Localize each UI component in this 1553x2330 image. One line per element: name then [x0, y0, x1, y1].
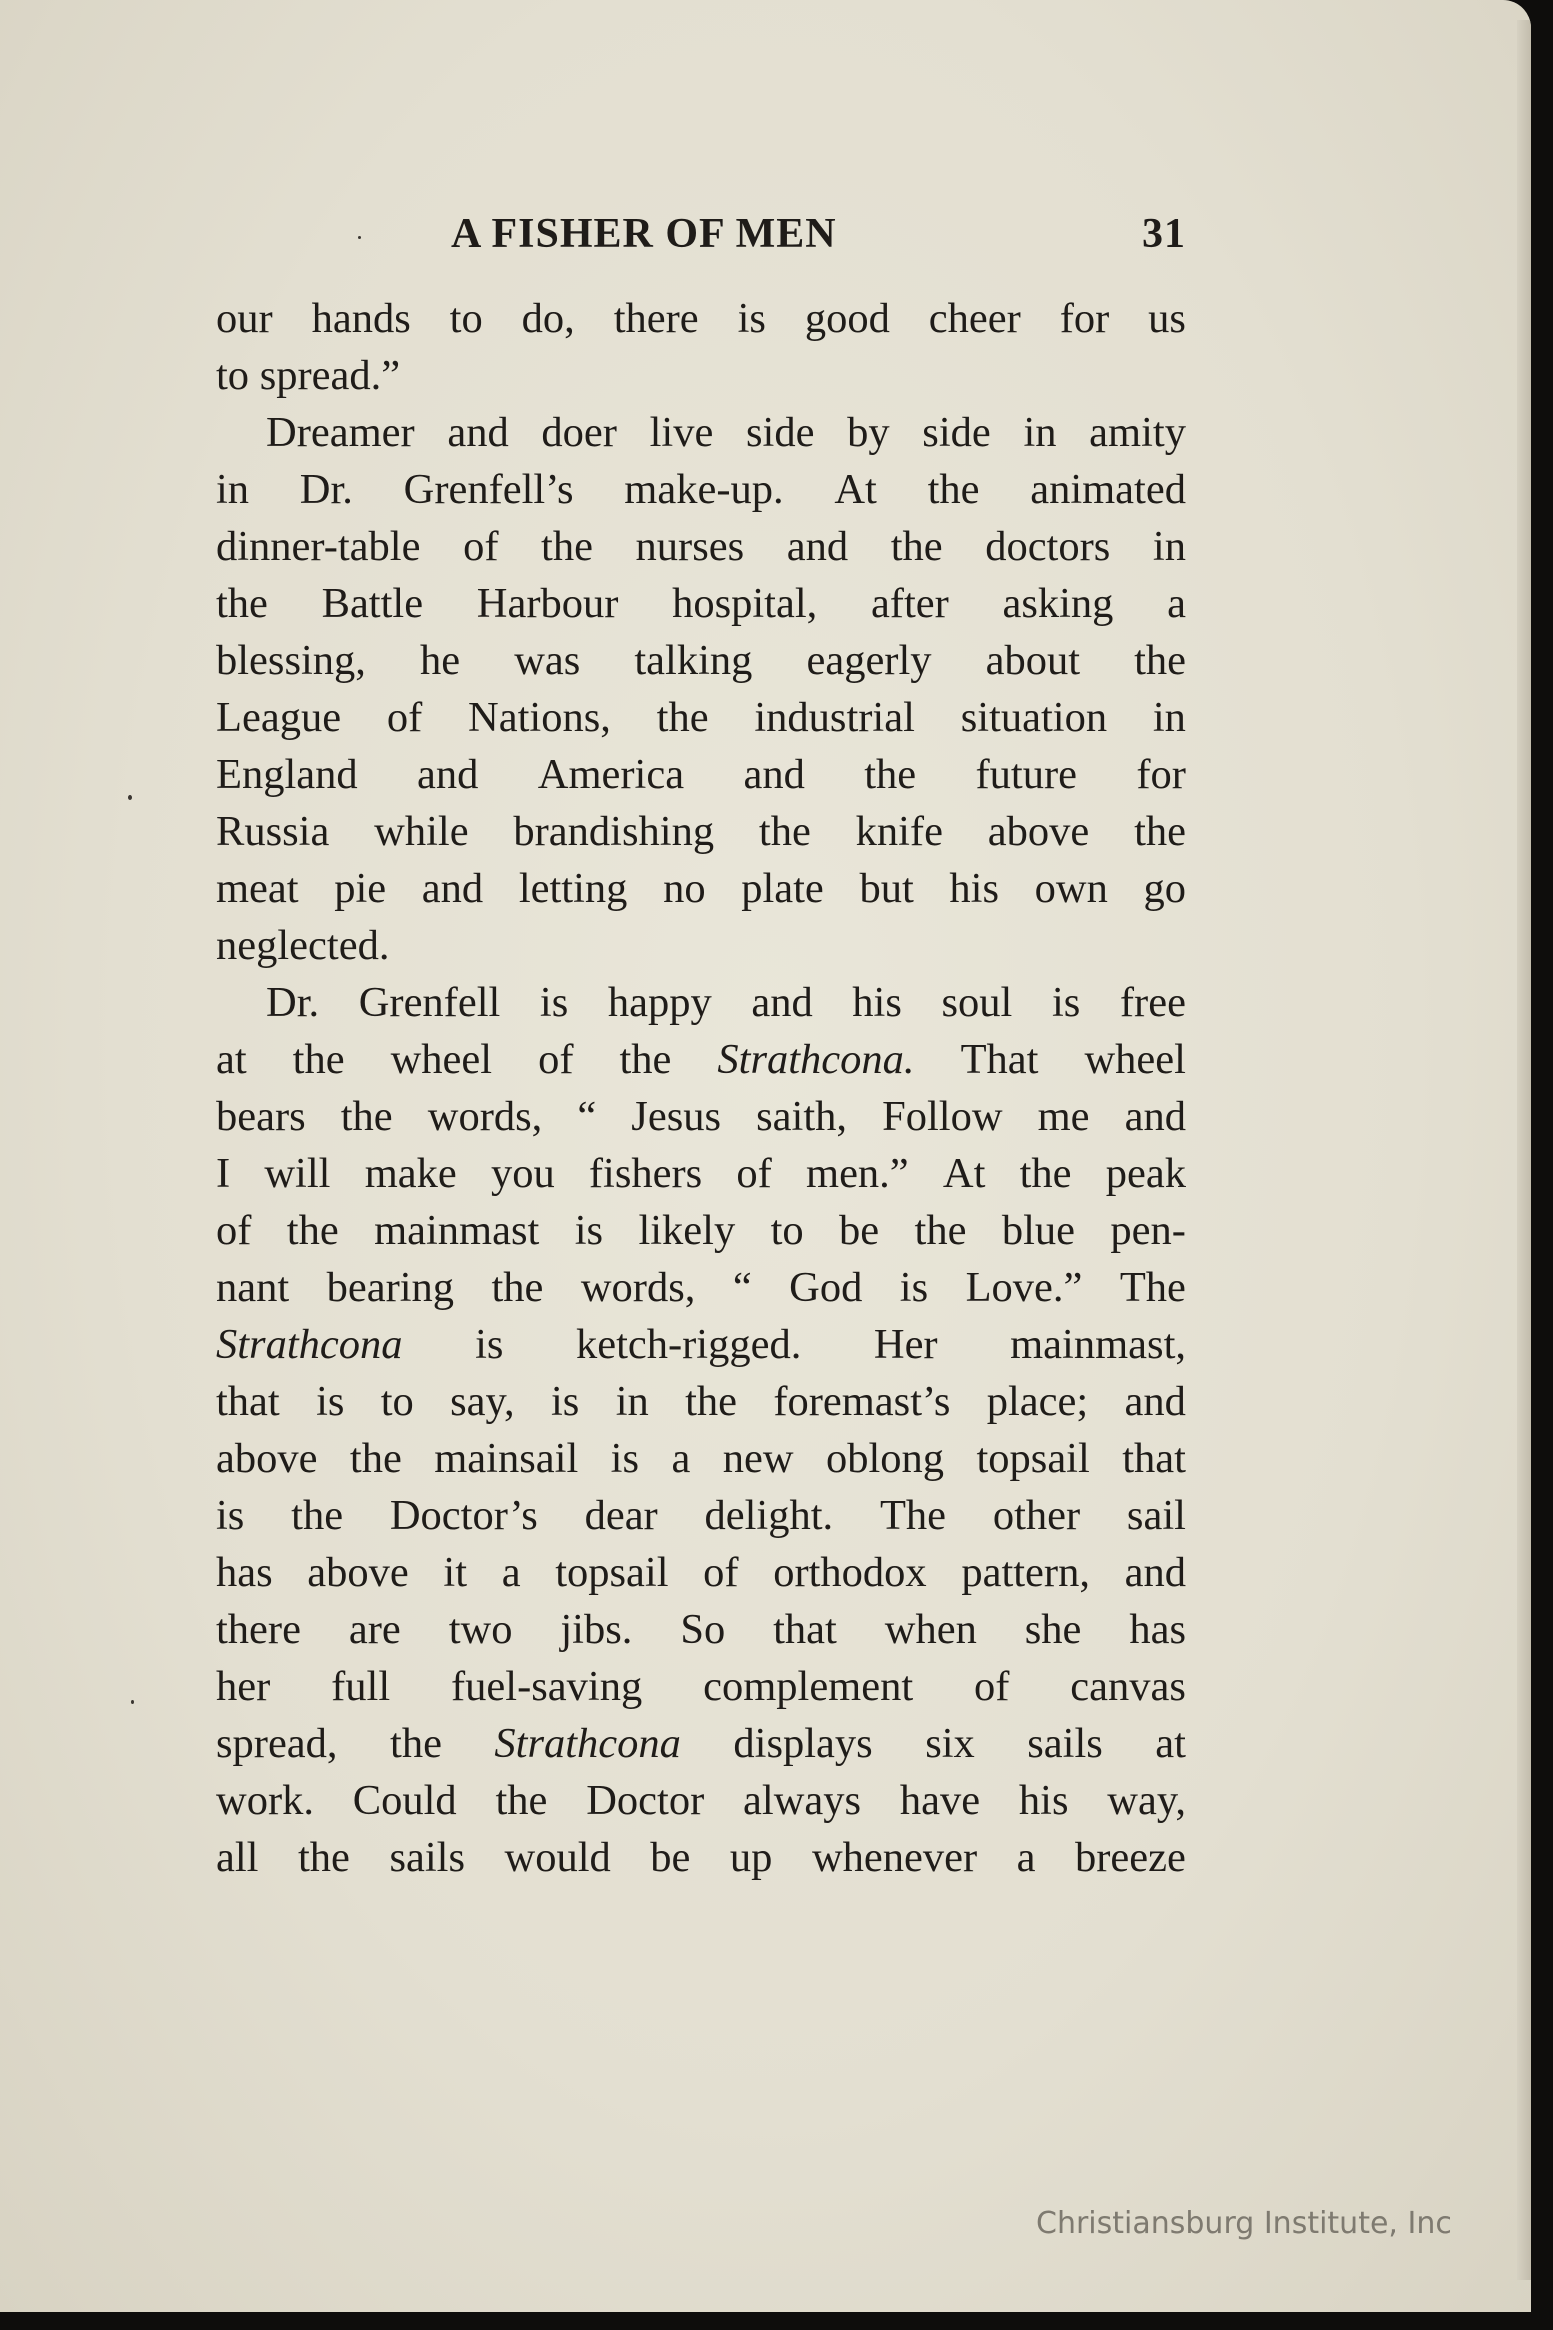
text-line: our hands to do, there is good cheer for us [216, 295, 1186, 342]
text-line: at the wheel of the Strathcona. That wheel [216, 1036, 1186, 1083]
text-line: bears the words, “ Jesus saith, Follow me and [216, 1093, 1186, 1140]
text-line: meat pie and letting no plate but his own go [216, 865, 1186, 912]
body-text [216, 290, 1186, 1886]
text-line: the Battle Harbour hospital, after asking a [216, 580, 1186, 627]
text-line: of the mainmast is likely to be the blue pen- [216, 1207, 1186, 1254]
text-line: nant bearing the words, “ God is Love.” The [216, 1264, 1186, 1311]
text-line: neglected. [216, 922, 390, 969]
text-line: has above it a topsail of orthodox pattern, and [216, 1549, 1186, 1596]
text-line: work. Could the Doctor always have his way, [216, 1777, 1186, 1824]
text-line: I will make you fishers of men.” At the peak [216, 1150, 1186, 1197]
text-line: Strathcona is ketch-rigged. Her mainmast, [216, 1321, 1186, 1368]
text-line: Dreamer and doer live side by side in amity [266, 409, 1186, 456]
text-line: is the Doctor’s dear delight. The other sail [216, 1492, 1186, 1539]
text-line: blessing, he was talking eagerly about the [216, 637, 1186, 684]
text-line: dinner-table of the nurses and the doctors in [216, 523, 1186, 570]
text-line: that is to say, is in the foremast’s place; and [216, 1378, 1186, 1425]
text-line: England and America and the future for [216, 751, 1186, 798]
watermark: Christiansburg Institute, Inc [1036, 2206, 1452, 2241]
speck [131, 1700, 134, 1704]
text-line: above the mainsail is a new oblong topsail that [216, 1435, 1186, 1482]
text-line: Dr. Grenfell is happy and his soul is free [266, 979, 1186, 1026]
speck [358, 236, 361, 239]
page-number: 31 [1142, 211, 1186, 257]
page-edge [1517, 20, 1531, 2280]
running-header [216, 210, 1186, 270]
text-line: there are two jibs. So that when she has [216, 1606, 1186, 1653]
text-line: Russia while brandishing the knife above the [216, 808, 1186, 855]
running-title: A FISHER OF MEN [451, 211, 837, 257]
text-line: her full fuel-saving complement of canvas [216, 1663, 1186, 1710]
text-line: all the sails would be up whenever a breeze [216, 1834, 1186, 1881]
speck [128, 795, 132, 800]
text-line: spread, the Strathcona displays six sails at [216, 1720, 1186, 1767]
text-line: in Dr. Grenfell’s make-up. At the animated [216, 466, 1186, 513]
text-line: to spread.” [216, 352, 401, 399]
text-line: League of Nations, the industrial situation in [216, 694, 1186, 741]
